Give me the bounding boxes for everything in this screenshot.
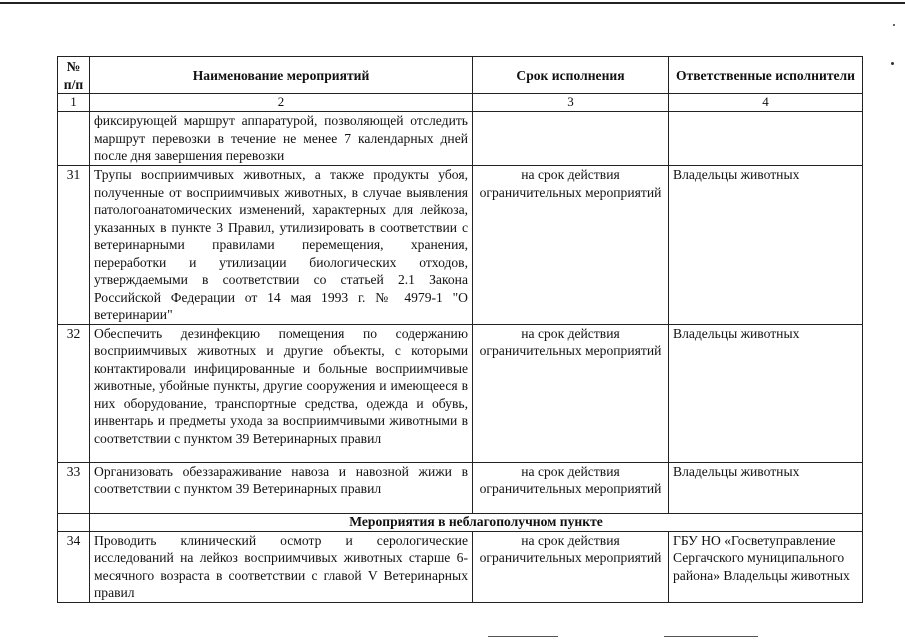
row-resp: Владельцы животных [669, 462, 863, 513]
column-number-row [58, 94, 863, 112]
column-number: 4 [669, 94, 863, 112]
row-term: на срок действия ограничительных мероприятий [473, 324, 669, 462]
bottom-rule [488, 636, 558, 637]
row-num: 33 [58, 462, 90, 513]
column-number: 3 [473, 94, 669, 112]
header-term: Срок исполнения [473, 57, 669, 94]
column-number: 2 [90, 94, 473, 112]
table-header-row [58, 57, 863, 94]
bottom-rule [664, 636, 758, 637]
row-name: фиксирующей маршрут аппаратурой, позволяющей отследить маршрут перевозки в течение не менее 7 календарных дней после дня завершения перевозки [90, 112, 473, 166]
table-row [58, 166, 863, 325]
scan-speck [891, 62, 894, 65]
row-num [58, 531, 90, 602]
section-title: Мероприятия в неблагополучном пункте [90, 513, 863, 531]
row-name: Обеспечить дезинфекцию помещения по содержанию восприимчивых животных и другие объекты, с которыми контактировали инфицированные и больные восприимчивые животные, убойные пункты, другие сооружения и имеющееся в них оборудование, транспортные средства, одежда и обувь, инвентарь и предметы ухода за восприимчивыми животными в соответствии с пунктом 39 Ветеринарных правил [90, 324, 473, 462]
measures-table [57, 56, 863, 603]
section-num-cell [58, 513, 90, 531]
row-resp: Владельцы животных [669, 166, 863, 325]
table-row [58, 462, 863, 513]
header-num: № п/п [58, 57, 90, 94]
section-row [58, 513, 863, 531]
header-name: Наименование мероприятий [90, 57, 473, 94]
row-num: 31 [58, 166, 90, 325]
row-term: на срок действия ограничительных мероприятий [473, 462, 669, 513]
header-resp: Ответственные исполнители [669, 57, 863, 94]
row-resp [669, 531, 863, 602]
table-row [58, 324, 863, 462]
row-name-text: Проводить клинический осмотр и серологические исследований на лейкоз восприимчивых животных старше 6-месячного возраста в соответствии с главой V Ветеринарных правил [94, 532, 468, 600]
row-resp: Владельцы животных [669, 324, 863, 462]
row-term [473, 531, 669, 602]
row-term [473, 112, 669, 166]
row-resp [669, 112, 863, 166]
row-num: 32 [58, 324, 90, 462]
top-rule [0, 2, 905, 4]
row-term: на срок действия ограничительных мероприятий [473, 166, 669, 325]
table-row [58, 112, 863, 166]
row-num [58, 112, 90, 166]
row-name: Трупы восприимчивых животных, а также продукты убоя, полученные от восприимчивых животных, в случае выявления патологоанатомических изменений, характерных для лейкоза, указанных в пункте 3 Правил, утилизировать в соответствии с ветеринарными правилами перемещения, хранения, переработки и утилизации биологических отходов, утверждаемыми в соответствии со статьей 2.1 Закона Российской Федерации от 14 мая 1993 г. № 4979-1 "О ветеринарии" [90, 166, 473, 325]
table-row [58, 531, 863, 602]
scan-speck [893, 24, 895, 26]
row-resp-text: ГБУ НО «Госветуправление Сергачского муниципального района» Владельцы животных [673, 532, 850, 583]
row-name: Организовать обеззараживание навоза и навозной жижи в соответствии с пунктом 39 Ветеринарных правил [90, 462, 473, 513]
row-name [90, 531, 473, 602]
row-num-text: 34 [66, 532, 81, 548]
column-number: 1 [58, 94, 90, 112]
row-term-text: на срок действия ограничительных мероприятий [479, 532, 662, 565]
